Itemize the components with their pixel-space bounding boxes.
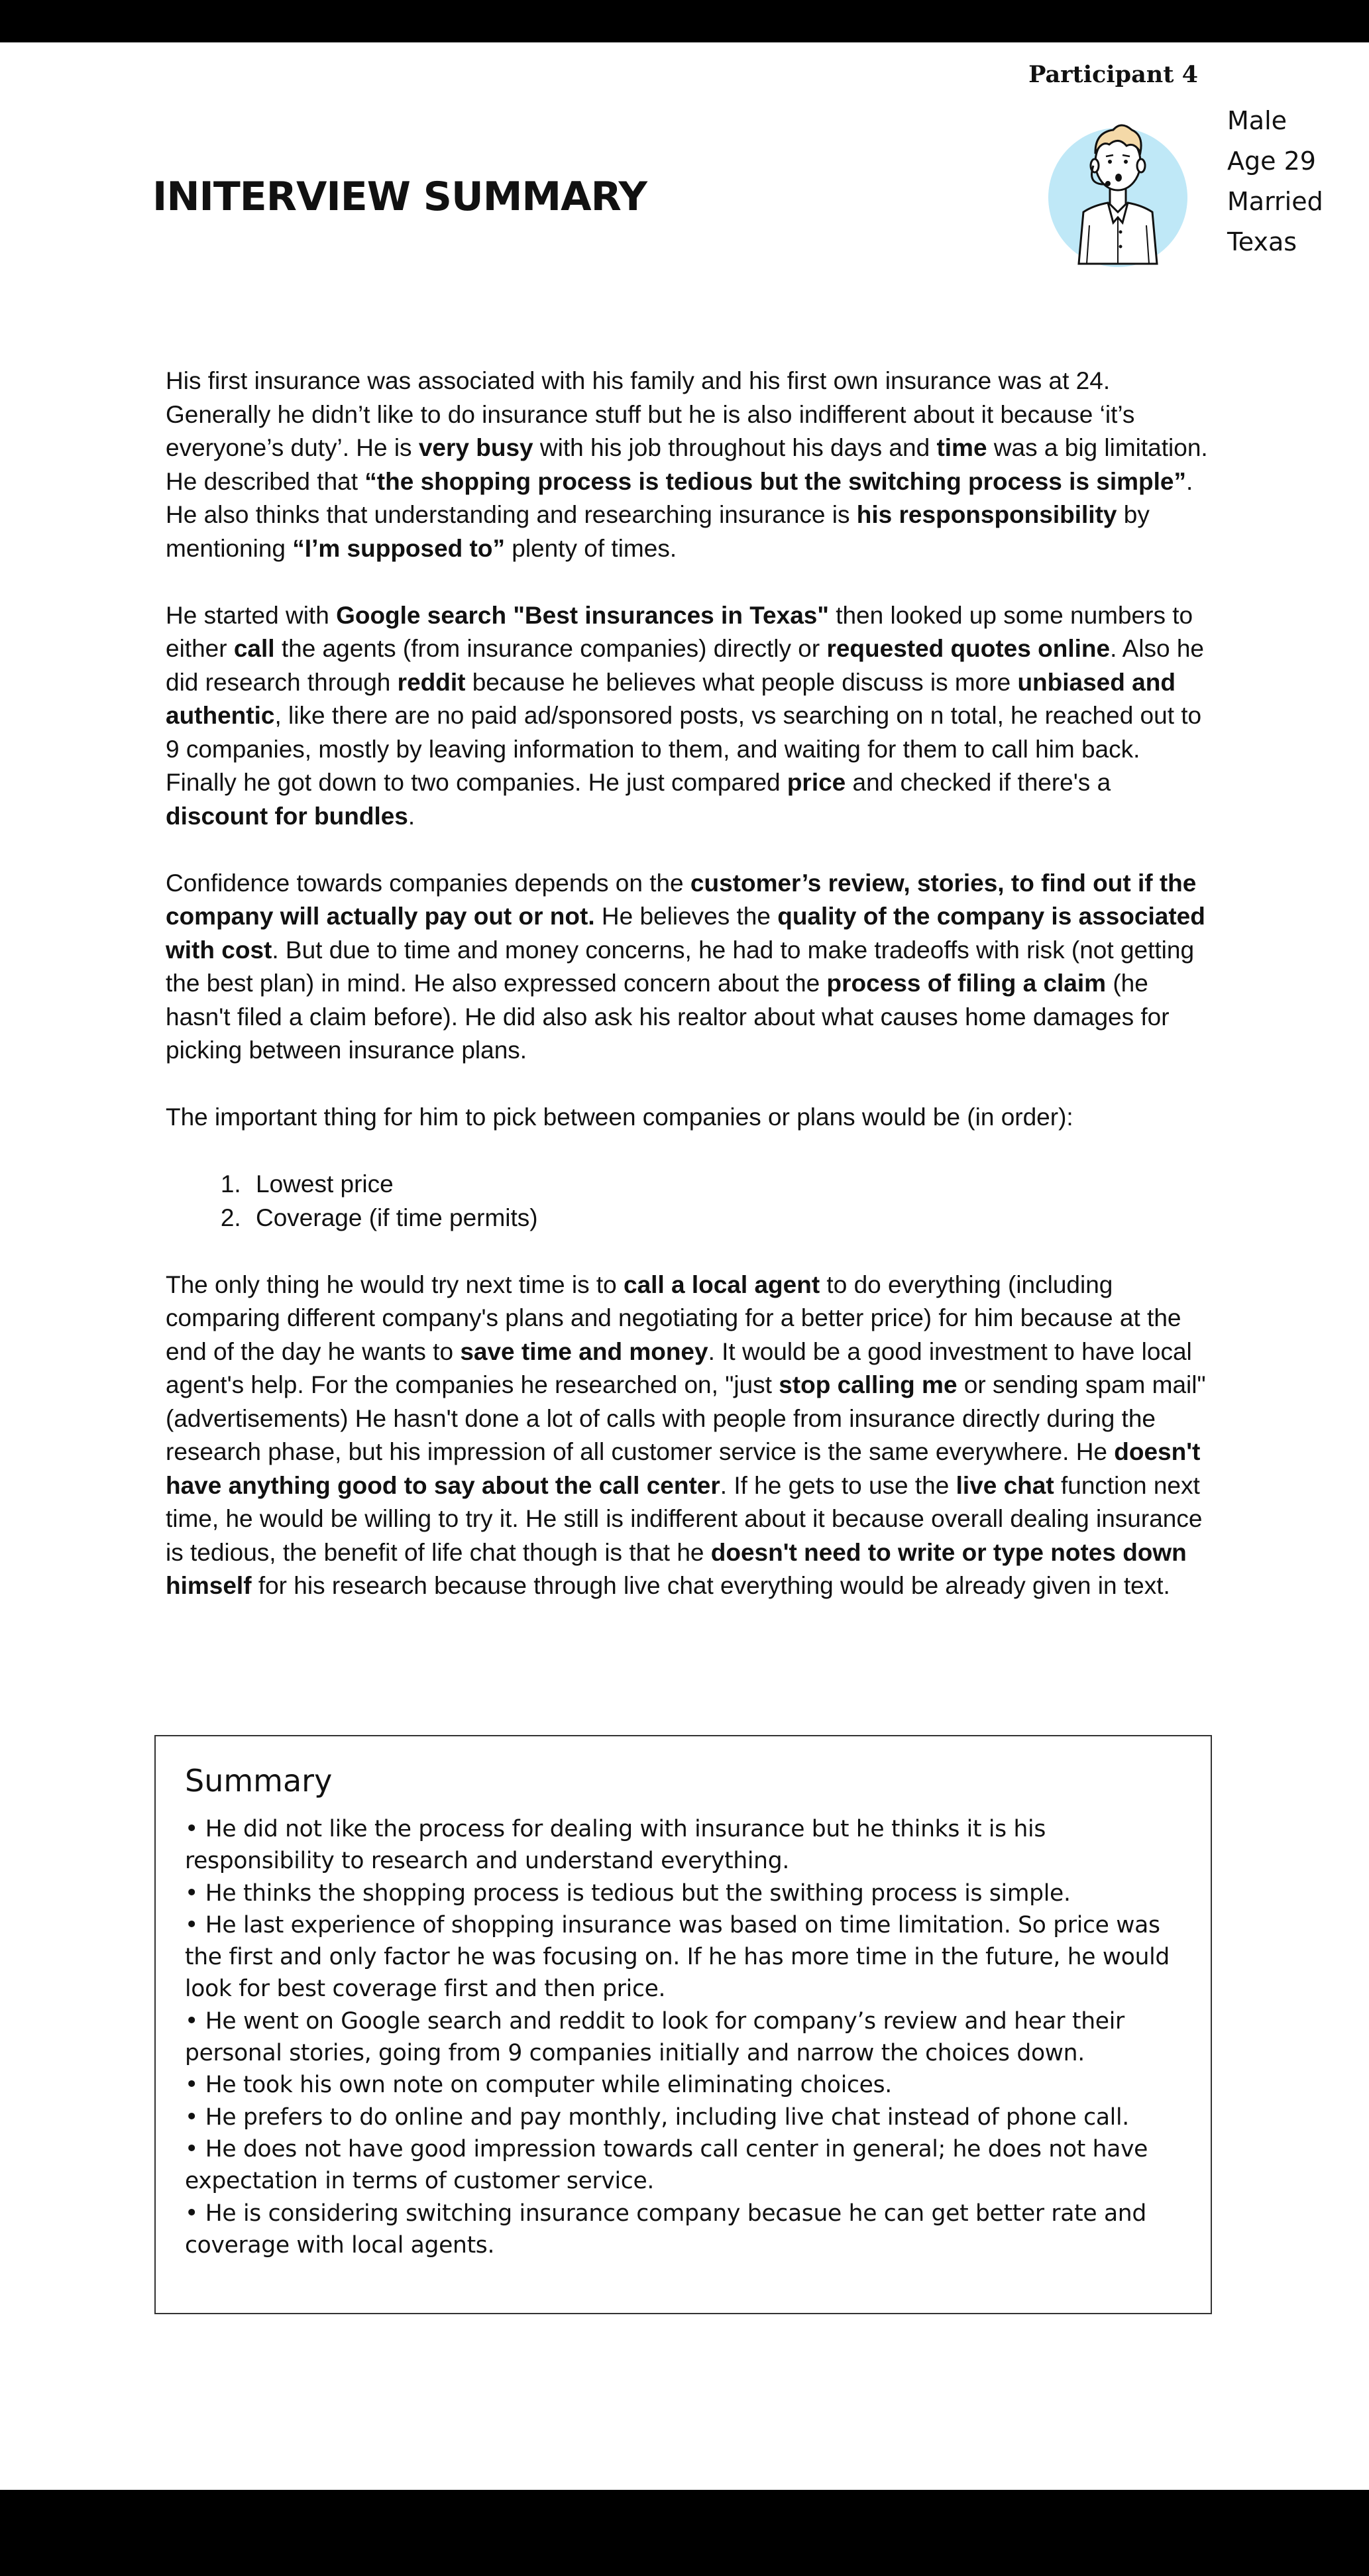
- summary-item: • He went on Google search and reddit to look for company’s review and hear their personal stories, going from 9 companies initially and narrow the choices down.: [185, 2007, 1124, 2067]
- summary-item: • He did not like the process for dealing with insurance but he thinks it is his responsibility to research and understand everything.: [185, 1816, 1046, 1875]
- paragraph-next-time: The only thing he would try next time is to call a local agent to do everything (including comparing different company's plans and negotiating for a better price) for him because at the end of the day he wants to save time and money. It would be a good investment to have local agent's help. For the companies he researched on, "just stop calling me or sending spam mail" (advertisements) He hasn't done a lot of calls with people from insurance directly during the research phase, but his impression of all customer service is the same everywhere. He doesn't have anything good to say about the call center. If he gets to use the live chat function next time, he would be willing to try it. He still is indifferent about it because overall dealing insurance is tedious, the benefit of life chat though is that he doesn't need to write or type notes down himself for his research because through live chat everything would be already given in text.: [166, 1270, 1206, 1599]
- demographic-marital-status: Married: [1227, 187, 1323, 216]
- interview-notes: [166, 364, 1213, 1636]
- page-title: INITERVIEW SUMMARY: [152, 174, 647, 220]
- summary-box: [154, 1735, 1212, 2314]
- paragraph-background: His first insurance was associated with his family and his first own insurance was at 24. Generally he didn’t like to do insurance stuff but he is also indifferent about it because ‘it’s everyone’s duty’. He is very busy with his job throughout his days and time was a big limitation. He described that “the shopping process is tedious but the switching process is simple”. He also thinks that understanding and researching insurance is his responsponsibility by mentioning “I’m supposed to” plenty of times.: [166, 367, 1208, 562]
- participant-demographics: [1227, 101, 1323, 262]
- priority-list: [166, 1168, 1213, 1235]
- summary-list: [185, 1813, 1193, 2261]
- list-item: 1. Lowest price: [248, 1168, 1213, 1202]
- demographic-age: Age 29: [1227, 146, 1316, 176]
- summary-item: • He last experience of shopping insurance was based on time limitation. So price was the first and only factor he was focusing on. If he has more time in the future, he would look for best coverage first and then price.: [185, 1911, 1170, 2003]
- demographic-location: Texas: [1227, 227, 1297, 256]
- summary-item: • He took his own note on computer while eliminating choices.: [185, 2072, 892, 2099]
- list-item: 2. Coverage (if time permits): [248, 1202, 1213, 1235]
- paragraph-confidence: Confidence towards companies depends on the customer’s review, stories, to find out if the company will actually pay out or not. He believes the quality of the company is associated with cost. But due to time and money concerns, he had to make tradeoffs with risk (not getting the best plan) in mind. He also expressed concern about the process of filing a claim (he hasn't filed a claim before). He did also ask his realtor about what causes home damages for picking between insurance plans.: [166, 869, 1205, 1064]
- summary-item: • He does not have good impression towards call center in general; he does not have expectation in terms of customer service.: [185, 2135, 1148, 2195]
- summary-item: • He is considering switching insurance company becasue he can get better rate and coverage with local agents.: [185, 2200, 1146, 2259]
- top-black-bar: [0, 0, 1369, 42]
- summary-title: Summary: [185, 1763, 333, 1799]
- participant-label: Participant 4: [1028, 61, 1198, 88]
- paragraph-priorities: The important thing for him to pick between companies or plans would be (in order):: [166, 1103, 1073, 1131]
- summary-item: • He thinks the shopping process is tedious but the swithing process is simple.: [185, 1879, 1071, 1907]
- summary-item: • He prefers to do online and pay monthly, including live chat instead of phone call.: [185, 2103, 1129, 2131]
- demographic-gender: Male: [1227, 106, 1287, 135]
- man-with-headset-avatar-icon: [1047, 106, 1189, 268]
- paragraph-research-process: He started with Google search "Best insurances in Texas" then looked up some numbers to either call the agents (from insurance companies) directly or requested quotes online. Also he did research through reddit because he believes what people discuss is more unbiased and authentic, like there are no paid ad/sponsored posts, vs searching on n total, he reached out to 9 companies, mostly by leaving information to them, and waiting for them to call him back. Finally he got down to two companies. He just compared price and checked if there's a discount for bundles.: [166, 601, 1204, 830]
- bottom-black-bar: [0, 2490, 1369, 2576]
